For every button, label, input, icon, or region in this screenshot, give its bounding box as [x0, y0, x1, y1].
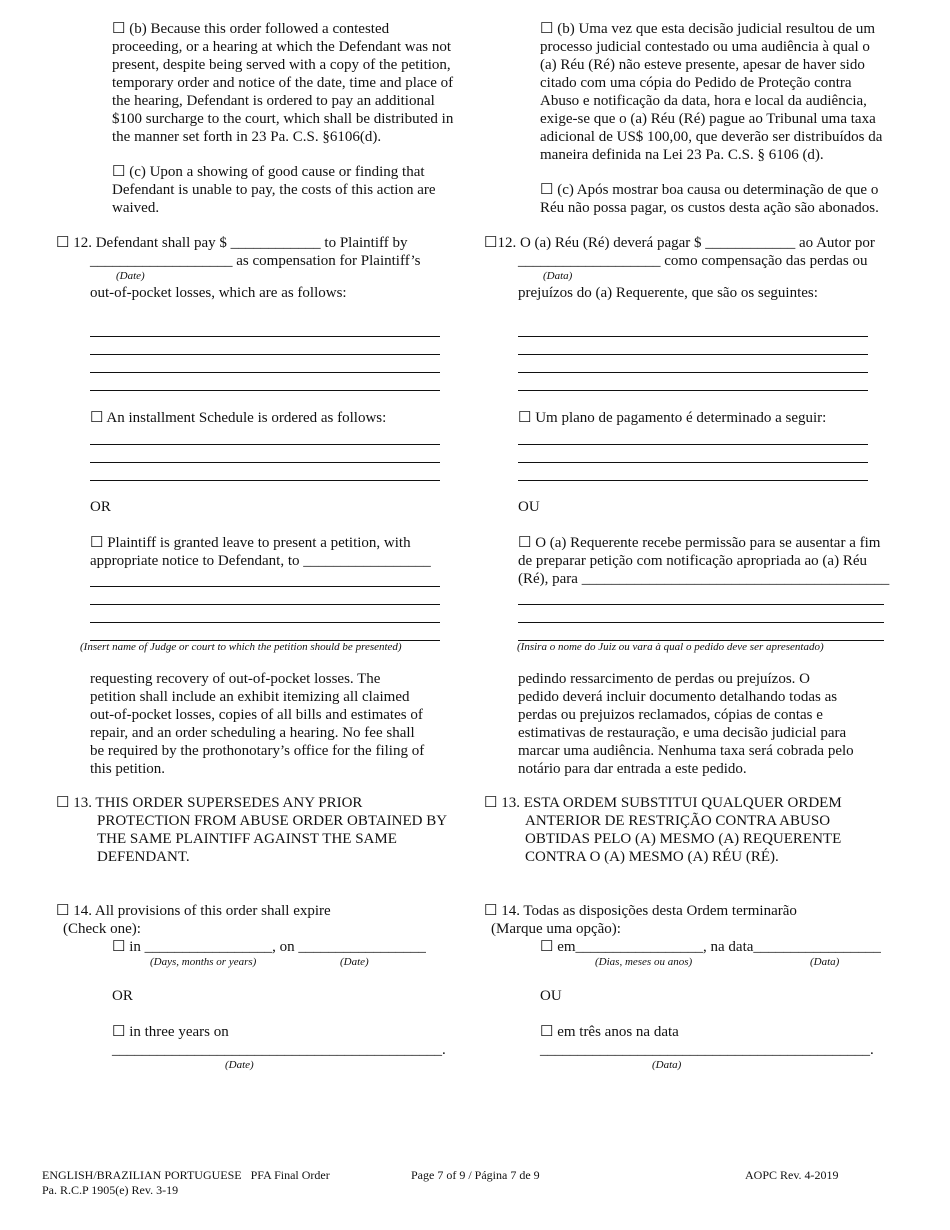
right-item14-opt2-line[interactable]: ____________________________________________.: [540, 1042, 874, 1058]
left-item13-line-1: PROTECTION FROM ABUSE ORDER OBTAINED BY: [97, 813, 448, 829]
footer-form-title: ENGLISH/BRAZILIAN PORTUGUESE PFA Final Order: [42, 1168, 330, 1182]
right-item13-line-2: OBTIDAS PELO (A) MESMO (A) REQUERENTE: [525, 831, 842, 847]
left-item14-opt1[interactable]: ☐ in _________________, on _________________: [112, 939, 426, 955]
footer-rule-ref: Pa. R.C.P 1905(e) Rev. 3-19: [42, 1183, 179, 1197]
right-c-line-1: Réu não possa pagar, os custos desta ação são abonados.: [540, 200, 879, 216]
left-b-line-6: the manner set forth in 23 Pa. C.S. §6106(d).: [112, 129, 382, 145]
right-item14-line2: (Marque uma opção):: [491, 921, 621, 937]
left-req-line-4: be required by the prothonotary’s office for the filing of: [90, 743, 425, 759]
right-item12-date-label: (Data): [543, 270, 573, 282]
left-item14-opt2[interactable]: ☐ in three years on: [112, 1024, 229, 1040]
left-item13-line-0[interactable]: ☐ 13. THIS ORDER SUPERSEDES ANY PRIOR: [56, 795, 363, 811]
right-court-line-1[interactable]: [518, 604, 884, 605]
left-b-line-4: the hearing, Defendant is ordered to pay an additional: [112, 93, 435, 109]
left-court-line-3[interactable]: [90, 622, 440, 623]
right-installment-line-2[interactable]: [518, 462, 868, 463]
left-req-line-1: petition shall include an exhibit itemizing all claimed: [90, 689, 410, 705]
right-item14-opt1-label2: (Data): [810, 956, 840, 968]
left-losses-line-2[interactable]: [90, 354, 440, 355]
left-item12-line1[interactable]: ☐ 12. Defendant shall pay $ ____________ to Plaintiff by: [56, 235, 408, 251]
left-item14-or: OR: [112, 988, 133, 1004]
footer-revision: AOPC Rev. 4-2019: [745, 1168, 839, 1182]
left-item12-date-label: (Date): [116, 270, 145, 282]
right-b-line-5: exige-se que o (a) Réu (Ré) pague ao Tribunal uma taxa: [540, 111, 876, 127]
right-req-line-1: pedido deverá incluir documento detalhando todas as: [518, 689, 838, 705]
right-item14-line1[interactable]: ☐ 14. Todas as disposições desta Ordem terminarão: [484, 903, 797, 919]
left-c-line-2: waived.: [112, 200, 160, 216]
right-b-line-1: processo judicial contestado ou uma audiência à qual o: [540, 39, 870, 55]
left-installment-line-2[interactable]: [90, 462, 440, 463]
right-b-line-2: (a) Réu (Ré) não esteve presente, apesar de haver sido: [540, 57, 865, 73]
right-leave-line2: de preparar petição com notificação apropriada ao (a) Réu: [518, 553, 867, 569]
right-leave-line3[interactable]: (Ré), para _________________________________________: [518, 571, 890, 587]
right-req-line-2: perdas ou prejuizos reclamados, cópias de contas e: [518, 707, 823, 723]
left-installment-line-1[interactable]: [90, 444, 440, 445]
left-item12-line2[interactable]: ___________________ as compensation for Plaintiff’s: [90, 253, 421, 269]
left-item14-line2: (Check one):: [63, 921, 141, 937]
left-req-line-0: requesting recovery of out-of-pocket losses. The: [90, 671, 381, 687]
right-b-line-7: maneira definida na Lei 23 Pa. C.S. § 6106 (d).: [540, 147, 824, 163]
left-item13-line-2: THE SAME PLAINTIFF AGAINST THE SAME: [97, 831, 397, 847]
right-item14-opt2[interactable]: ☐ em três anos na data: [540, 1024, 679, 1040]
left-losses-line-3[interactable]: [90, 372, 440, 373]
right-b-line-0[interactable]: ☐ (b) Uma vez que esta decisão judicial resultou de um: [540, 21, 876, 37]
right-item14-opt2-label: (Data): [652, 1059, 682, 1071]
right-insert-label: (Insira o nome do Juiz ou vara à qual o pedido deve ser apresentado): [517, 641, 824, 653]
right-installment-line-1[interactable]: [518, 444, 868, 445]
right-b-line-3: citado com uma cópia do Pedido de Proteção contra: [540, 75, 852, 91]
left-req-line-5: this petition.: [90, 761, 165, 777]
right-item13-line-3: CONTRA O (A) MESMO (A) RÉU (RÉ).: [525, 849, 779, 865]
right-or: OU: [518, 499, 540, 515]
left-b-line-2: present, despite being served with a copy of the petition,: [112, 57, 451, 73]
left-c-line-0[interactable]: ☐ (c) Upon a showing of good cause or finding that: [112, 164, 425, 180]
left-installment-line-3[interactable]: [90, 480, 440, 481]
right-item12-line3: prejuízos do (a) Requerente, que são os seguintes:: [518, 285, 818, 301]
right-leave-line1[interactable]: ☐ O (a) Requerente recebe permissão para se ausentar a fim: [518, 535, 881, 551]
right-losses-line-1[interactable]: [518, 336, 868, 337]
right-req-line-5: notário para dar entrada a este pedido.: [518, 761, 747, 777]
right-item14-opt1-label1: (Dias, meses ou anos): [595, 956, 693, 968]
left-b-line-5: $100 surcharge to the court, which shall be distributed in: [112, 111, 454, 127]
left-item13-line-3: DEFENDANT.: [97, 849, 190, 865]
left-req-line-3: repair, and an order scheduling a hearing. No fee shall: [90, 725, 415, 741]
right-req-line-3: estimativas de restauração, e uma decisão judicial para: [518, 725, 847, 741]
right-installment-line-3[interactable]: [518, 480, 868, 481]
left-c-line-1: Defendant is unable to pay, the costs of this action are: [112, 182, 436, 198]
left-court-line-2[interactable]: [90, 604, 440, 605]
left-item14-line1[interactable]: ☐ 14. All provisions of this order shall expire: [56, 903, 331, 919]
right-b-line-6: adicional de US$ 100,00, que deverão ser distribuídos da: [540, 129, 883, 145]
right-losses-line-2[interactable]: [518, 354, 868, 355]
left-or: OR: [90, 499, 111, 515]
left-req-line-2: out-of-pocket losses, copies of all bills and estimates of: [90, 707, 423, 723]
right-req-line-0: pedindo ressarcimento de perdas ou prejuízos. O: [518, 671, 810, 687]
left-item14-opt2-label: (Date): [225, 1059, 254, 1071]
left-b-line-3: temporary order and notice of the date, time and place of: [112, 75, 454, 91]
right-item13-line-0[interactable]: ☐ 13. ESTA ORDEM SUBSTITUI QUALQUER ORDEM: [484, 795, 842, 811]
right-item12-line1[interactable]: ☐12. O (a) Réu (Ré) deverá pagar $ ____________ ao Autor por: [484, 235, 875, 251]
right-installment[interactable]: ☐ Um plano de pagamento é determinado a seguir:: [518, 410, 827, 426]
right-item14-opt1[interactable]: ☐ em_________________, na data_________________: [540, 939, 881, 955]
left-leave-line2[interactable]: appropriate notice to Defendant, to _________________: [90, 553, 431, 569]
right-item14-or: OU: [540, 988, 562, 1004]
left-item14-opt1-label2: (Date): [340, 956, 369, 968]
left-court-line-1[interactable]: [90, 586, 440, 587]
footer-page-number: Page 7 of 9 / Página 7 de 9: [411, 1168, 540, 1182]
left-losses-line-4[interactable]: [90, 390, 440, 391]
left-item14-opt1-label1: (Days, months or years): [150, 956, 257, 968]
left-leave-line1[interactable]: ☐ Plaintiff is granted leave to present a petition, with: [90, 535, 411, 551]
right-item12-line2[interactable]: ___________________ como compensação das perdas ou: [518, 253, 868, 269]
right-c-line-0[interactable]: ☐ (c) Após mostrar boa causa ou determinação de que o: [540, 182, 879, 198]
left-b-line-0[interactable]: ☐ (b) Because this order followed a contested: [112, 21, 390, 37]
right-req-line-4: marcar uma audiência. Nenhuma taxa será cobrada pelo: [518, 743, 854, 759]
left-item14-opt2-line[interactable]: ____________________________________________.: [112, 1042, 446, 1058]
left-item12-line3: out-of-pocket losses, which are as follows:: [90, 285, 347, 301]
right-court-line-2[interactable]: [518, 622, 884, 623]
right-b-line-4: Abuso e notificação da data, hora e local da audiência,: [540, 93, 867, 109]
left-installment[interactable]: ☐ An installment Schedule is ordered as follows:: [90, 410, 387, 426]
left-b-line-1: proceeding, or a hearing at which the Defendant was not: [112, 39, 452, 55]
left-losses-line-1[interactable]: [90, 336, 440, 337]
right-item13-line-1: ANTERIOR DE RESTRIÇÃO CONTRA ABUSO: [525, 813, 831, 829]
right-losses-line-3[interactable]: [518, 372, 868, 373]
right-losses-line-4[interactable]: [518, 390, 868, 391]
left-insert-label: (Insert name of Judge or court to which the petition should be presented): [80, 641, 402, 653]
